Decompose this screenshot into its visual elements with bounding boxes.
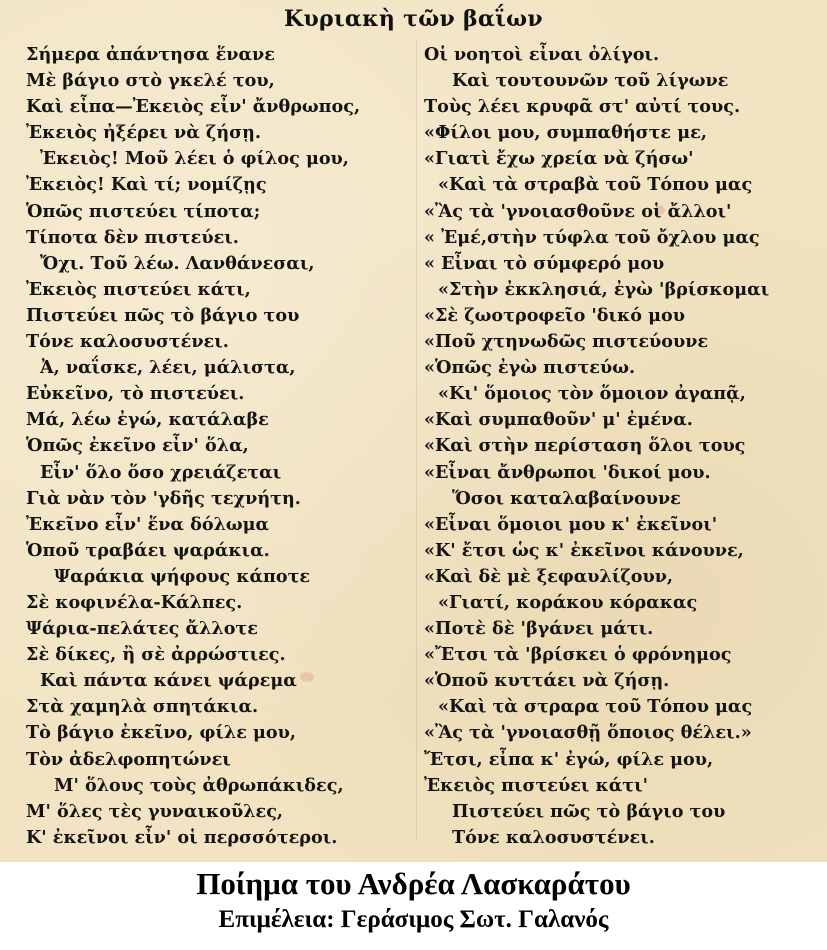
poem-line: Τίποτα δὲν πιστεύει. [26, 226, 239, 248]
poem-line: Καὶ εἶπα—Ἐκειὸς εἶν' ἄνθρωπος, [26, 96, 361, 118]
poem-line: «Ποῦ χτηνωδῶς πιστεύουνε [424, 331, 709, 353]
poem-line: Μ' ὅλους τοὺς ἀθρωπάκιδες, [54, 774, 344, 796]
poem-line: «Γιατί, κοράκου κόρακας [438, 591, 698, 613]
poem-line: Ὄχι. Τοῦ λέω. Λανθάνεσαι, [40, 252, 315, 274]
poem-line: Τόνε καλοσυστένει. [26, 331, 229, 353]
caption-editor: Επιμέλεια: Γεράσιμος Σωτ. Γαλανός [218, 906, 609, 933]
poem-line: Ψάρια-πελάτες ἄλλοτε [26, 618, 258, 640]
poem-line: Εὐκεῖνο, τὸ πιστεύει. [26, 383, 245, 405]
poem-right-column [424, 42, 824, 851]
column-divider [416, 40, 417, 840]
poem-line: Καὶ τουτουνῶν τοῦ λίγωνε [452, 70, 729, 92]
poem-line: Ὁποῦ τραβάει ψαράκια. [26, 539, 270, 561]
poem-line: Ἐκεῖνο εἶν' ἕνα δόλωμα [26, 513, 270, 535]
poem-line: « Εἶναι τὸ σύμφερό μου [424, 252, 665, 274]
poem-line: Σὲ κοφινέλα-Κάλπες. [26, 591, 243, 613]
poem-line: Εἶν' ὅλο ὅσο χρειάζεται [40, 461, 282, 483]
poem-line: Πιστεύει πῶς τὸ βάγιο του [452, 800, 726, 822]
poem-line: Ἀ, ναΐσκε, λέει, μάλιστα, [40, 357, 296, 379]
poem-line: «Καὶ δὲ μὲ ξεφαυλίζουν, [424, 565, 674, 587]
poem-line: Πιστεύει πῶς τὸ βάγιο του [26, 304, 300, 326]
poem-line: «Σὲ ζωοτροφεῖο 'δικό μου [424, 304, 685, 326]
poem-line: Καὶ πάντα κάνει ψάρεμα [40, 670, 297, 692]
poem-line: Τὸν ἀδελφοπητώνει [26, 748, 231, 770]
poem-line: «Ἂς τὰ 'γνοιασθῇ ὅποιος θέλει.» [424, 722, 752, 744]
poem-line: Γιὰ νὰν τὸν 'γδῆς τεχνήτη. [26, 487, 301, 509]
poem-line: «Κ' ἔτσι ὡς κ' ἐκεῖνοι κάνουνε, [424, 539, 744, 561]
poem-line: Σήμερα ἀπάντησα ἕνανε [26, 44, 275, 65]
poem-left-column [26, 42, 416, 851]
poem-line: Τόνε καλοσυστένει. [452, 826, 655, 848]
poem-line: «Στὴν ἐκκλησιά, ἐγὼ 'βρίσκομαι [438, 278, 770, 300]
poem-line: Ἐκειὸς πιστεύει κάτι' [424, 774, 649, 796]
poem-line: «Κι' ὅμοιος τὸν ὅμοιον ἀγαπᾷ, [438, 383, 746, 405]
poem-line: Ἐκειὸς! Καὶ τί; νομίζῃς [26, 174, 267, 196]
poem-line: Τοὺς λέει κρυφᾶ στ' αὐτί τους. [424, 96, 741, 118]
poem-line: «Ὁποῦ κυττάει νὰ ζήσῃ. [424, 670, 670, 692]
poem-line: Ἐκειὸς πιστεύει κάτι, [26, 278, 251, 300]
poem-line: «Εἶναι ἄνθρωποι 'δικοί μου. [424, 461, 711, 483]
poem-line: «Ποτὲ δὲ 'βγάνει μάτι. [424, 618, 654, 640]
caption-title: Ποίημα του Ανδρέα Λασκαράτου [196, 866, 631, 901]
poem-line: Οἱ νοητοὶ εἶναι ὀλίγοι. [424, 44, 660, 65]
poem-line: «Καὶ στὴν περίσταση ὅλοι τους [424, 435, 746, 457]
poem-line: Ὁπῶς ἐκεῖνο εἶν' ὅλα, [26, 435, 249, 457]
poem-line: Ὁπῶς πιστεύει τίποτα; [26, 200, 261, 222]
poem-line: «Καὶ συμπαθοῦν' μ' ἐμένα. [424, 409, 693, 431]
poem-line: Ἐκειὸς ἠξέρει νὰ ζήσῃ. [26, 122, 262, 144]
poem-line: «Φίλοι μου, συμπαθήστε με, [424, 122, 707, 144]
poem-line: « Ἐμέ,στὴν τύφλα τοῦ ὄχλου μας [424, 226, 760, 248]
poem-line: Ψαράκια ψήφους κάποτε [54, 565, 311, 587]
poem-line: «Καὶ τὰ στραρα τοῦ Τόπου μας [438, 696, 753, 718]
poem-line: Σὲ δίκες, ἢ σὲ ἀρρώστιες. [26, 644, 286, 666]
poem-line: Μά, λέω ἐγώ, κατάλαβε [26, 409, 269, 431]
poem-line: Ἐκειὸς! Μοῦ λέει ὁ φίλος μου, [40, 148, 349, 170]
poem-line: «Γιατὶ ἔχω χρεία νὰ ζήσω' [424, 148, 694, 170]
poem-line: «Εἶναι ὅμοιοι μου κ' ἐκεῖνοι' [424, 513, 718, 535]
poem-line: Τὸ βάγιο ἐκεῖνο, φίλε μου, [26, 722, 296, 744]
poem-line: «Ἂς τὰ 'γνοιασθοῦνε οἱ ἄλλοι' [424, 200, 732, 222]
poem-line: «Ὁπῶς ἐγὼ πιστεύω. [424, 357, 636, 379]
poem-line: Ἔτσι, εἶπα κ' ἐγώ, φίλε μου, [424, 748, 714, 770]
poem-line: Μ' ὅλες τὲς γυναικοῦλες, [26, 800, 284, 822]
poem-line: Ὅσοι καταλαβαίνουνε [452, 487, 681, 509]
poem-line: «Ἔτσι τὰ 'βρίσκει ὁ φρόνημος [424, 644, 732, 666]
poem-line: Στὰ χαμηλὰ σπητάκια. [26, 696, 259, 718]
poem-title: Κυριακὴ τῶν βαΐων [284, 6, 543, 32]
poem-line: Κ' ἐκεῖνοι εἶν' οἱ περσσότεροι. [26, 826, 338, 848]
poem-line: «Καὶ τὰ στραβὰ τοῦ Τόπου μας [438, 174, 753, 196]
poem-line: Μὲ βάγιο στὸ γκελέ του, [26, 70, 275, 92]
